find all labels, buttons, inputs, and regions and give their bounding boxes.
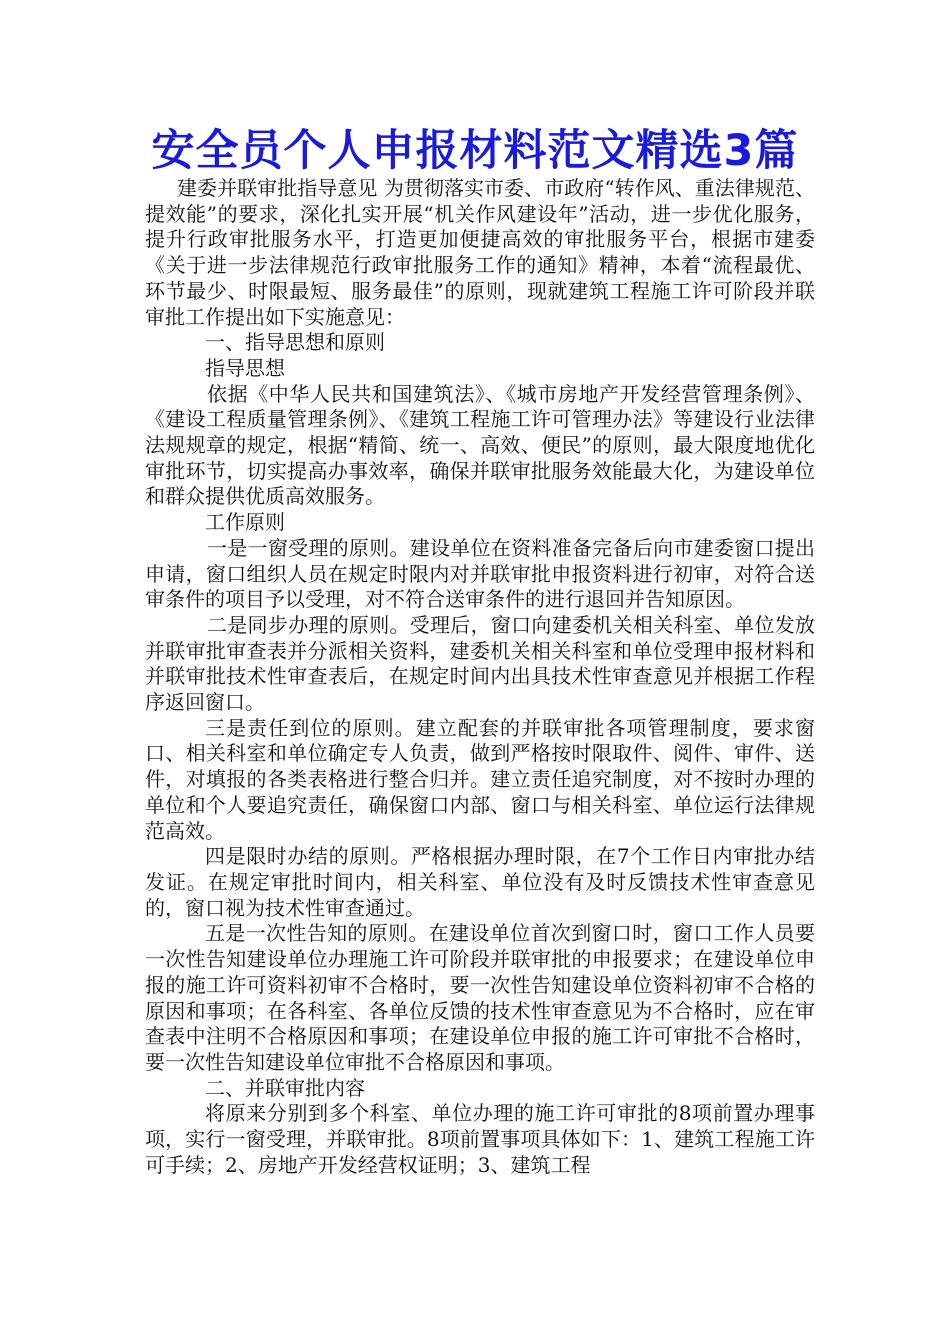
body-paragraph: 一是一窗受理的原则。建设单位在资料准备完备后向市建委窗口提出申请，窗口组织人员在规定时限内对并联审批申报资料进行初审，对符合送审条件的项目予以受理，对不符合送审条件的进行退回并告知原因。 bbox=[145, 535, 815, 612]
body-paragraph: 建委并联审批指导意见 为贯彻落实市委、市政府“转作风、重法律规范、提效能”的要求，深化扎实开展“机关作风建设年”活动，进一步优化服务，提升行政审批服务水平，打造更加便捷高效的审批服务平台，根据市建委《关于进一步法律规范行政审批服务工作的通知》精神，本着“流程最优、环节最少、时限最短、服务最佳”的原则，现就建筑工程施工许可阶段并联审批工作提出如下实施意见： bbox=[145, 176, 815, 329]
document-body bbox=[145, 176, 815, 1178]
body-paragraph: 二、并联审批内容 bbox=[205, 1075, 365, 1100]
document-title: 安全员个人申报材料范文精选3篇 bbox=[151, 126, 799, 176]
body-paragraph: 二是同步办理的原则。受理后，窗口向建委机关相关科室、单位发放并联审批审查表并分派相关资料，建委机关相关科室和单位受理申报材料和并联审批技术性审查表后，在规定时间内出具技术性审查意见并根据工作程序返回窗口。 bbox=[145, 612, 815, 715]
body-paragraph: 依据《中华人民共和国建筑法》、《城市房地产开发经营管理条例》、《建设工程质量管理条例》、《建筑工程施工许可管理办法》等建设行业法律法规规章的规定，根据“精简、统一、高效、便民”的原则，最大限度地优化审批环节，切实提高办事效率，确保并联审批服务效能最大化，为建设单位和群众提供优质高效服务。 bbox=[145, 381, 815, 509]
body-paragraph: 将原来分别到多个科室、单位办理的施工许可审批的8项前置办理事项，实行一窗受理，并联审批。8项前置事项具体如下：1、建筑工程施工许可手续；2、房地产开发经营权证明；3、建筑工程 bbox=[145, 1101, 815, 1177]
body-paragraph: 一、指导思想和原则 bbox=[205, 330, 385, 355]
body-paragraph: 工作原则 bbox=[205, 510, 285, 535]
body-paragraph: 指导思想 bbox=[205, 355, 285, 380]
body-paragraph: 三是责任到位的原则。建立配套的并联审批各项管理制度，要求窗口、相关科室和单位确定专人负责，做到严格按时限取件、阅件、审件、送件，对填报的各类表格进行整合归并。建立责任追究制度，对不按时办理的单位和个人要追究责任，确保窗口内部、窗口与相关科室、单位运行法律规范高效。 bbox=[145, 715, 815, 843]
body-paragraph: 四是限时办结的原则。严格根据办理时限，在7个工作日内审批办结发证。在规定审批时间内，相关科室、单位没有及时反馈技术性审查意见的，窗口视为技术性审查通过。 bbox=[145, 844, 815, 920]
body-paragraph: 五是一次性告知的原则。在建设单位首次到窗口时，窗口工作人员要一次性告知建设单位办理施工许可阶段并联审批的申报要求；在建设单位申报的施工许可资料初审不合格时，要一次性告知建设单位资料初审不合格的原因和事项；在各科室、各单位反馈的技术性审查意见为不合格时，应在审查表中注明不合格原因和事项；在建设单位申报的施工许可审批不合格时，要一次性告知建设单位审批不合格原因和事项。 bbox=[145, 921, 815, 1074]
